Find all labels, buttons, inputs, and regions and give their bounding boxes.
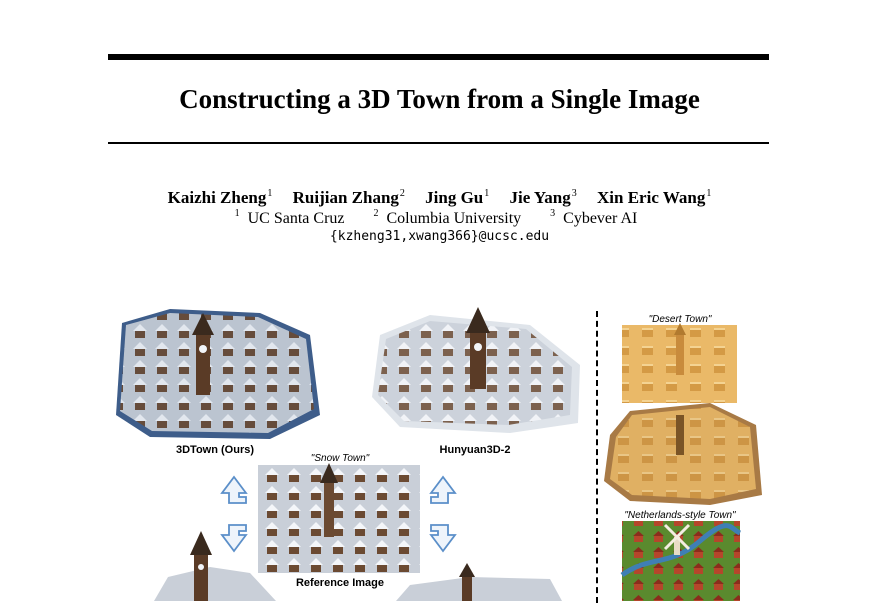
bottom-right-model bbox=[396, 563, 562, 601]
desert-model bbox=[604, 403, 762, 505]
author: Ruijian Zhang$^2$ bbox=[292, 188, 405, 207]
prompt-netherlands: "Netherlands-style Town" bbox=[624, 510, 736, 521]
figure-divider bbox=[596, 311, 598, 603]
author-email: {kzheng31,xwang366}@ucsc.edu bbox=[329, 229, 550, 244]
ours-snow-model bbox=[116, 309, 320, 439]
title-rule bbox=[108, 142, 769, 144]
paper-title: Constructing a 3D Town from a Single Image bbox=[179, 84, 700, 114]
caption-ours: 3DTown (Ours) bbox=[175, 444, 254, 456]
author: Jie Yang$^3$ bbox=[509, 188, 577, 207]
top-rule bbox=[108, 54, 769, 60]
author-list bbox=[0, 188, 879, 208]
teaser-figure bbox=[110, 305, 770, 601]
hunyuan-snow-model bbox=[372, 307, 580, 433]
desert-reference-image bbox=[622, 323, 737, 403]
author: Xin Eric Wang$^1$ bbox=[597, 188, 712, 207]
affiliation-list bbox=[0, 208, 879, 228]
caption-hunyuan: Hunyuan3D-2 bbox=[439, 444, 511, 456]
prompt-desert: "Desert Town" bbox=[648, 314, 712, 325]
bottom-left-model bbox=[154, 531, 276, 601]
reference-image bbox=[258, 463, 420, 573]
affiliation: $^3$ Cybever AI bbox=[550, 208, 638, 227]
author: Kaizhi Zheng$^1$ bbox=[167, 188, 273, 207]
affiliation: $^2$ Columbia University bbox=[373, 208, 522, 227]
author: Jing Gu$^1$ bbox=[425, 188, 490, 207]
netherlands-reference-image bbox=[622, 521, 740, 601]
affiliation: $^1$ UC Santa Cruz bbox=[234, 208, 345, 227]
prompt-snow: "Snow Town" bbox=[310, 453, 370, 464]
caption-reference: Reference Image bbox=[295, 577, 385, 589]
